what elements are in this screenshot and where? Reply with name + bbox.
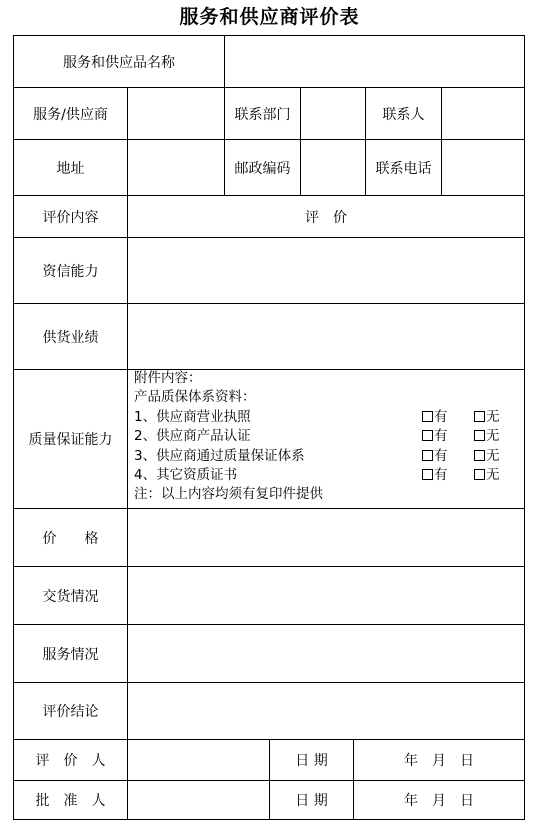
yes-option[interactable] — [422, 427, 448, 446]
attachments-block — [134, 369, 514, 505]
attachments-subheader: 产品质保体系资料： — [134, 389, 256, 406]
field-supply-performance[interactable] — [127, 303, 525, 370]
no-option[interactable] — [474, 447, 500, 466]
attachment-item-label: 2、供应商产品认证 — [134, 428, 251, 445]
label-conclusion: 评价结论 — [13, 682, 128, 740]
label-delivery: 交货情况 — [13, 566, 128, 625]
field-contact-person[interactable] — [441, 87, 525, 140]
label-quality-assurance: 质量保证能力 — [13, 369, 128, 509]
checkbox-icon[interactable] — [474, 411, 485, 422]
yes-label: 有 — [434, 428, 448, 445]
field-delivery[interactable] — [127, 566, 525, 625]
yes-label: 有 — [434, 447, 448, 464]
attachment-item — [134, 427, 514, 446]
field-conclusion[interactable] — [127, 682, 525, 740]
no-option[interactable] — [474, 427, 500, 446]
field-credit[interactable] — [127, 237, 525, 304]
no-option[interactable] — [474, 466, 500, 485]
no-label: 无 — [486, 466, 500, 483]
field-approve-date[interactable]: 年 月 日 — [353, 780, 525, 820]
label-contact-dept: 联系部门 — [224, 87, 301, 140]
label-supplier: 服务/供应商 — [13, 87, 128, 140]
label-phone: 联系电话 — [365, 139, 442, 196]
label-evaluator: 评 价 人 — [13, 739, 128, 781]
field-contact-dept[interactable] — [300, 87, 366, 140]
attachment-item-label: 1、供应商营业执照 — [134, 408, 251, 425]
field-evaluator[interactable] — [127, 739, 270, 781]
label-postcode: 邮政编码 — [224, 139, 301, 196]
field-price[interactable] — [127, 508, 525, 567]
label-eval-date: 日 期 — [269, 739, 354, 781]
no-label: 无 — [486, 428, 500, 445]
attachment-item — [134, 408, 514, 427]
checkbox-icon[interactable] — [474, 469, 485, 480]
label-credit: 资信能力 — [13, 237, 128, 304]
no-label: 无 — [486, 447, 500, 464]
label-eval-content: 评价内容 — [13, 195, 128, 238]
label-address: 地址 — [13, 139, 128, 196]
field-supplier[interactable] — [127, 87, 225, 140]
checkbox-icon[interactable] — [422, 469, 433, 480]
attachments-header: 附件内容： — [134, 370, 202, 386]
yes-option[interactable] — [422, 466, 448, 485]
form-title: 服务和供应商评价表 — [179, 6, 360, 28]
field-postcode[interactable] — [300, 139, 366, 196]
attachment-item-label: 4、其它资质证书 — [134, 466, 238, 483]
attachment-item — [134, 447, 514, 466]
checkbox-icon[interactable] — [474, 430, 485, 441]
label-approve-date: 日 期 — [269, 780, 354, 820]
checkbox-icon[interactable] — [474, 450, 485, 461]
no-option[interactable] — [474, 408, 500, 427]
yes-label: 有 — [434, 466, 448, 483]
label-supply-performance: 供货业绩 — [13, 303, 128, 370]
field-address[interactable] — [127, 139, 225, 196]
field-eval-date[interactable]: 年 月 日 — [353, 739, 525, 781]
attachments-note: 注：以上内容均须有复印件提供 — [134, 486, 323, 503]
attachment-item — [134, 466, 514, 485]
field-approver[interactable] — [127, 780, 270, 820]
label-contact-person: 联系人 — [365, 87, 442, 140]
label-price: 价 格 — [13, 508, 128, 567]
yes-option[interactable] — [422, 408, 448, 427]
field-phone[interactable] — [441, 139, 525, 196]
checkbox-icon[interactable] — [422, 450, 433, 461]
label-service: 服务情况 — [13, 624, 128, 683]
yes-label: 有 — [434, 408, 448, 425]
header-evaluation: 评 价 — [127, 195, 525, 238]
yes-option[interactable] — [422, 447, 448, 466]
field-service[interactable] — [127, 624, 525, 683]
checkbox-icon[interactable] — [422, 411, 433, 422]
field-product-name[interactable] — [224, 35, 525, 88]
no-label: 无 — [486, 408, 500, 425]
attachment-item-label: 3、供应商通过质量保证体系 — [134, 447, 305, 464]
label-approver: 批 准 人 — [13, 780, 128, 820]
label-product-name: 服务和供应品名称 — [13, 35, 225, 88]
checkbox-icon[interactable] — [422, 430, 433, 441]
